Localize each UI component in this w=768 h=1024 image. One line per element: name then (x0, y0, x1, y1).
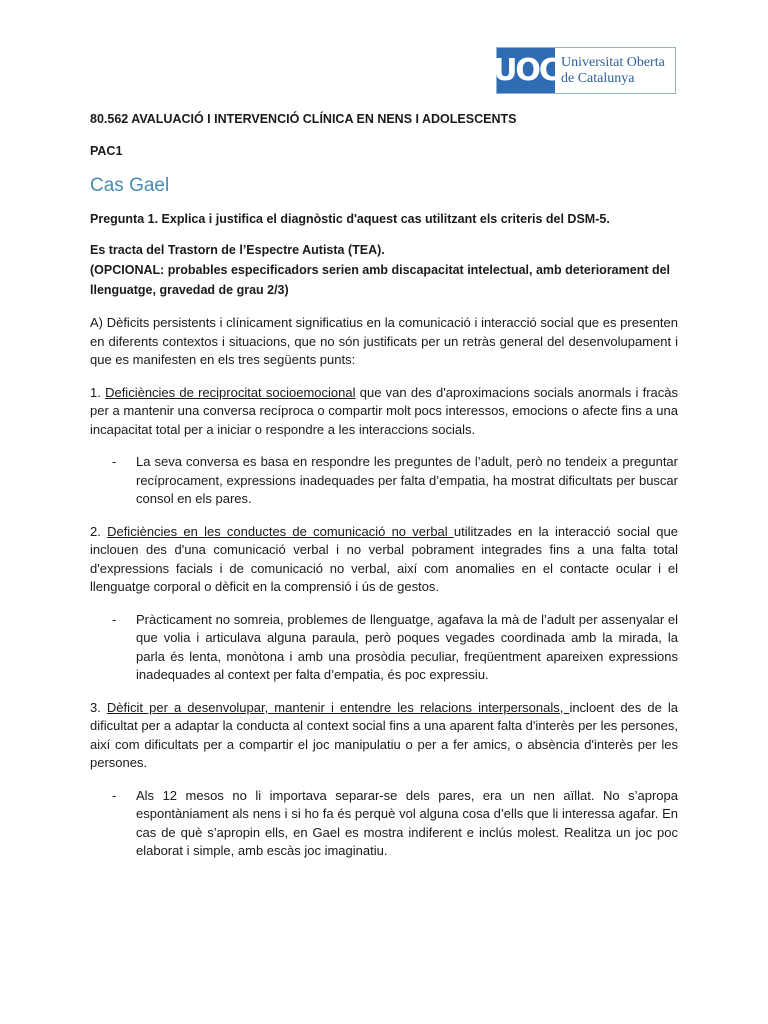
point-2-number: 2. (90, 523, 108, 539)
point-3-text: incloent des de la dificultat per a adaptar la conducta al context social fins a una aparent falta d'interès per les persones, així com dificultats per a compartir el joc manipulatiu o per a fer amics, o absència d'interès per les persones. (90, 699, 678, 770)
section-a-intro: A) Dèficits persistents i clínicament significatius en la comunicació i interacció social que es presenten en diferents contextos i situacions, que no són justificats per un retràs general del desenvolupament i que es manifesten en els tres següents punts: (90, 315, 678, 367)
uoc-logo-text (555, 55, 665, 87)
point-3-number: 3. (90, 699, 107, 715)
point-2-bullet (112, 611, 678, 685)
document-body (90, 112, 678, 861)
question-heading: Pregunta 1. Explica i justifica el diagnòstic d'aquest cas utilitzant els criteris del DSM-5. (90, 212, 610, 226)
point-3-heading: Dèficit per a desenvolupar, mantenir i entendre les relacions interpersonals, (106, 699, 570, 715)
case-title: Cas Gael (90, 175, 170, 196)
course-title: 80.562 AVALUACIÓ I INTERVENCIÓ CLÍNICA EN NENS I ADOLESCENTS (90, 112, 517, 126)
uoc-logo (493, 47, 676, 94)
point-3-bullet (112, 787, 678, 861)
point-1-bullet (112, 453, 678, 509)
point-1-text: que van des d'aproximacions socials anormals i fracàs per a mantenir una conversa recíproca o compartir molt pocs interessos, emocions o afecte fins a una incapacitat total per a iniciar o respondre a les interaccions socials. (90, 384, 678, 437)
uoc-logo-mark: UOC (497, 48, 555, 93)
bullet-dash: - (112, 611, 117, 627)
point-1-bullet-text: La seva conversa es basa en respondre les preguntes de l’adult, però no tendeix a preguntar recíprocament, expressions inadequades per falta d’empatia, ha mostrat dificultats per buscar consol en els pares. (136, 454, 678, 506)
diagnosis-line: Es tracta del Trastorn de l’Espectre Autista (TEA). (90, 243, 385, 257)
point-2-paragraph (90, 523, 678, 597)
point-2-bullet-text: Pràcticament no somreia, problemes de llenguatge, agafava la mà de l’adult per assenyalar el que volia i articulava alguna paraula, però poques vegades coordinada amb la mirada, la parla és lenta, monòtona i amb una prosòdia peculiar, freqüentment apareixen expressions inadequades al context per falta d’empatia, és poc expressiu. (136, 611, 678, 682)
assignment-label: PAC1 (90, 144, 123, 158)
diagnosis-specifiers: (OPCIONAL: probables especificadors serien amb discapacitat intelectual, amb deteriorament del llenguatge, gravedad de grau 2/3) (90, 263, 671, 297)
point-3-paragraph (90, 699, 678, 773)
diagnosis-answer (90, 240, 678, 300)
point-3-bullet-text: Als 12 mesos no li importava separar-se dels pares, era un nen aïllat. No s’apropa espontàniament als nens i si ho fa és perquè vol alguna cosa d’ells que li interessa agafar. En cas de què s’apropin ells, en Gael es mostra indiferent e inclús molest. Realitza un joc poc elaborat i simple, amb escàs joc imaginatiu. (136, 787, 678, 858)
bullet-dash: - (112, 454, 117, 469)
point-1-heading: Deficiències de reciprocitat socioemocional (105, 384, 356, 400)
uoc-logo-line1: Universitat Oberta (561, 54, 665, 70)
point-2-text: utilitzades en la interacció social que inclouen des d'una comunicació verbal i no verbal pobrament integrades fins a una falta total d'expressions facials i de comunicació no verbal, així com anomalies en el contacte ocular i el llenguatge corporal o dèficit en la comprensió i ús de gestos. (90, 523, 678, 594)
point-1-paragraph (90, 384, 678, 440)
uoc-logo-line2: de Catalunya (561, 70, 635, 86)
bullet-dash: - (112, 787, 117, 803)
point-1-number: 1. (90, 384, 106, 400)
point-2-heading: Deficiències en les conductes de comunicació no verbal (107, 523, 454, 539)
